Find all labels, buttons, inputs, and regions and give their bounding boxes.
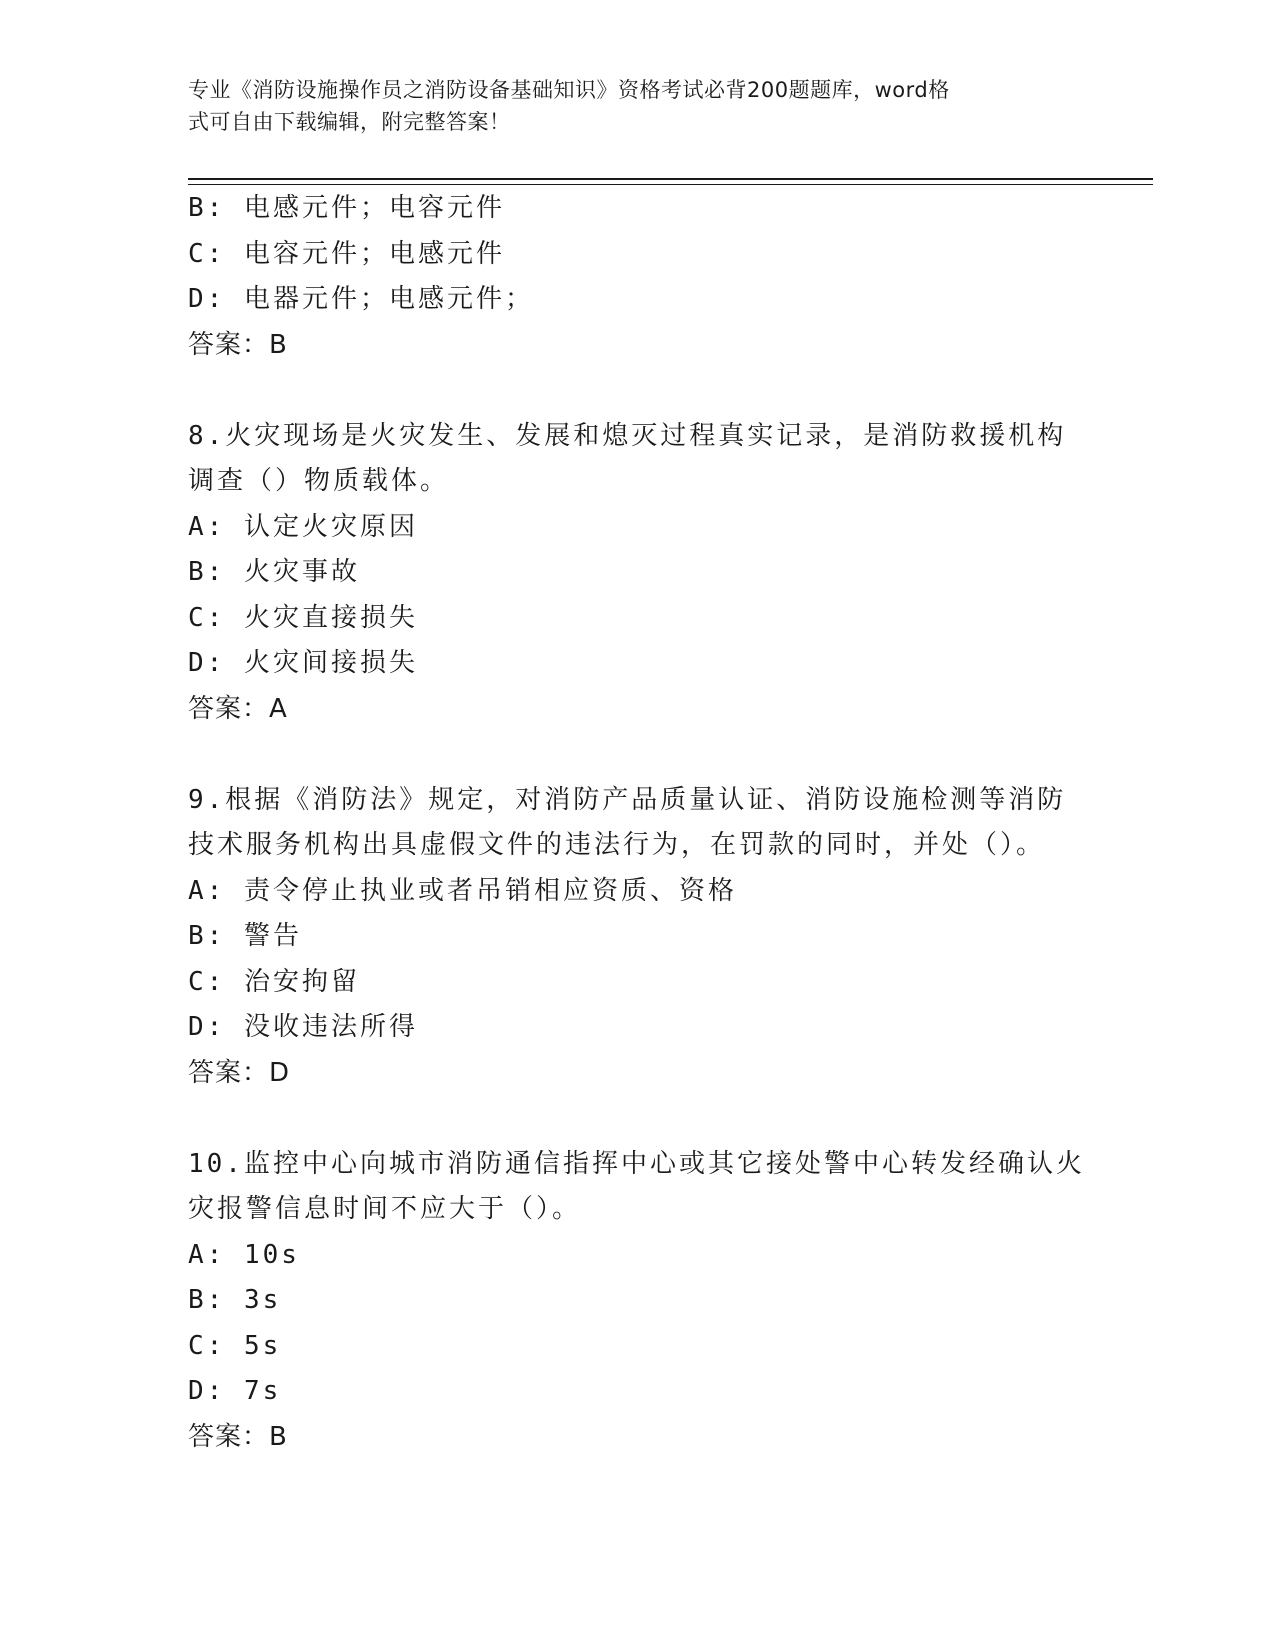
option-letter: A: (188, 875, 226, 906)
question-stem-line: 灾报警信息时间不应大于（）。 (188, 1194, 582, 1224)
option-letter: C: (188, 966, 226, 997)
option-a (188, 505, 1088, 551)
option-letter: B: (188, 193, 226, 223)
option-d (188, 1369, 1088, 1415)
option-text: 电感元件；电容元件 (243, 193, 505, 223)
option-text: 3s (243, 1285, 282, 1315)
option-text: 电器元件；电感元件； (243, 284, 534, 314)
option-b (188, 914, 1088, 960)
option-b (188, 186, 1088, 232)
option-text: 治安拘留 (243, 966, 360, 997)
option-text: 责令停止执业或者吊销相应资质、资格 (243, 875, 737, 906)
question-10 (188, 1142, 1088, 1461)
option-text: 认定火灾原因 (243, 511, 418, 542)
option-text: 火灾事故 (243, 557, 360, 587)
option-text: 7s (243, 1376, 282, 1406)
answer: 答案：A (188, 693, 288, 724)
option-text: 没收违法所得 (243, 1012, 418, 1042)
option-c (188, 960, 1088, 1006)
option-letter: A: (188, 1239, 226, 1270)
question-list (188, 186, 1088, 1460)
option-c (188, 1324, 1088, 1370)
option-letter: D: (188, 648, 226, 678)
option-a (188, 869, 1088, 915)
option-letter: C: (188, 1330, 226, 1361)
question-stem-line: 8.火灾现场是火灾发生、发展和熄灭过程真实记录，是消防救援机构 (188, 420, 1067, 451)
header-divider-thin (188, 184, 1153, 185)
header-line-2: 式可自由下载编辑，附完整答案！ (188, 110, 511, 134)
answer: 答案：B (188, 329, 288, 360)
question-8 (188, 414, 1088, 733)
option-d (188, 277, 1088, 323)
question-9 (188, 778, 1088, 1097)
option-text: 5s (243, 1330, 282, 1361)
option-letter: C: (188, 602, 226, 633)
question-7-continued (188, 186, 1088, 368)
option-text: 火灾间接损失 (243, 648, 418, 678)
option-letter: D: (188, 1376, 226, 1406)
question-stem-line: 调查（）物质载体。 (188, 466, 450, 496)
question-stem-line: 技术服务机构出具虚假文件的违法行为，在罚款的同时，并处（）。 (188, 830, 1046, 860)
option-d (188, 641, 1088, 687)
option-b (188, 1278, 1088, 1324)
answer: 答案：D (188, 1057, 291, 1088)
question-stem-line: 9.根据《消防法》规定，对消防产品质量认证、消防设施检测等消防 (188, 784, 1067, 815)
option-text: 电容元件；电感元件 (243, 238, 505, 269)
option-d (188, 1005, 1088, 1051)
header-divider-thick (188, 178, 1153, 180)
option-c (188, 232, 1088, 278)
option-letter: B: (188, 1285, 226, 1315)
option-text: 10s (243, 1239, 300, 1270)
option-letter: D: (188, 284, 226, 314)
option-b (188, 550, 1088, 596)
document-header (188, 74, 1068, 138)
answer: 答案：B (188, 1421, 288, 1452)
option-c (188, 596, 1088, 642)
option-letter: C: (188, 238, 226, 269)
option-text: 火灾直接损失 (243, 602, 418, 633)
option-letter: B: (188, 921, 226, 951)
option-letter: D: (188, 1012, 226, 1042)
option-letter: A: (188, 511, 226, 542)
question-stem-line: 10.监控中心向城市消防通信指挥中心或其它接处警中心转发经确认火 (188, 1148, 1085, 1179)
option-a (188, 1233, 1088, 1279)
option-text: 警告 (243, 921, 302, 951)
option-letter: B: (188, 557, 226, 587)
header-line-1: 专业《消防设施操作员之消防设备基础知识》资格考试必背200题题库，word格 (188, 78, 950, 102)
